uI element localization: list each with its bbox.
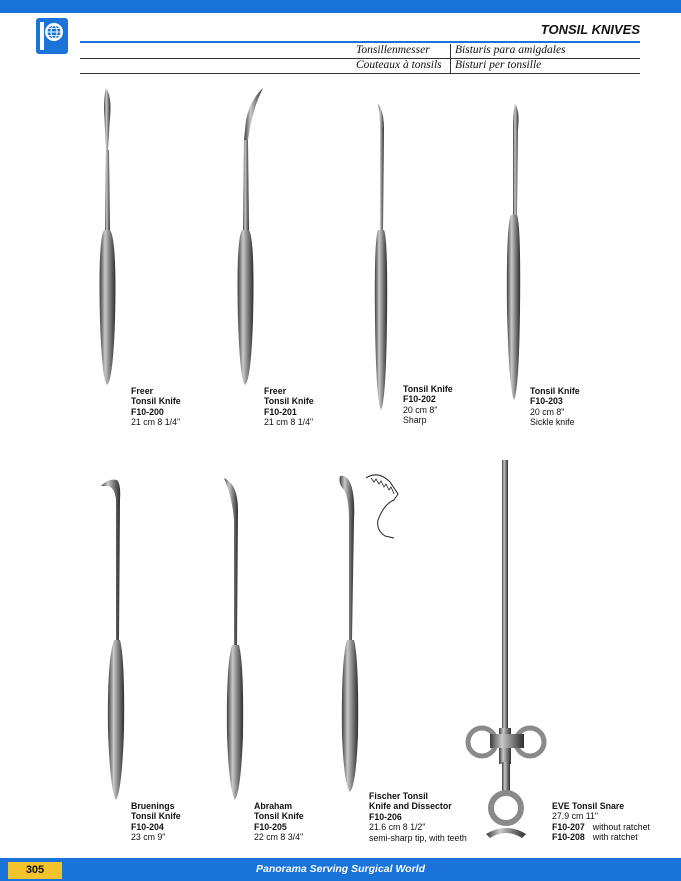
product-name-line: Tonsil Knife xyxy=(530,386,580,396)
product-size: 21.6 cm 8 1/2" xyxy=(369,822,426,833)
product-code: F10-208 xyxy=(552,832,585,843)
product-caption-f10-202 xyxy=(403,384,453,426)
snare-f10-207-image xyxy=(468,460,544,838)
knife-f10-202-image xyxy=(375,104,387,410)
knife-f10-201-image xyxy=(238,88,264,385)
product-size: 27.9 cm 11" xyxy=(552,811,598,822)
product-name-line: Tonsil Knife xyxy=(264,396,314,407)
product-name-line: Abraham xyxy=(254,801,293,811)
product-name-line: Knife and Dissector xyxy=(369,801,452,812)
product-caption-f10-204 xyxy=(131,801,181,843)
product-name-line: Tonsil Knife xyxy=(131,396,181,407)
product-name-line: Bruenings xyxy=(131,801,175,811)
product-code: F10-201 xyxy=(264,406,297,417)
product-code: F10-206 xyxy=(369,811,402,822)
product-caption-f10-205 xyxy=(254,801,304,843)
product-name-line: Freer xyxy=(131,386,154,396)
title-italian: Bisturi per tonsille xyxy=(455,59,542,71)
variant-desc: with ratchet xyxy=(592,832,638,843)
product-code: F10-207 xyxy=(552,821,585,832)
knife-f10-205-image xyxy=(224,478,243,800)
product-size: 23 cm 9" xyxy=(131,832,166,843)
product-code: F10-205 xyxy=(254,821,287,832)
product-code: F10-204 xyxy=(131,821,164,832)
product-name-line: Fischer Tonsil xyxy=(369,791,428,801)
product-caption-f10-203 xyxy=(530,386,580,428)
product-note: Sharp xyxy=(403,415,427,426)
title-german: Tonsillenmesser xyxy=(356,44,430,56)
title-spanish: Bisturis para amigdales xyxy=(455,44,566,56)
product-name-line: Tonsil Knife xyxy=(131,811,181,822)
product-code: F10-200 xyxy=(131,406,164,417)
knife-f10-206-image xyxy=(340,475,399,792)
product-note: Sickle knife xyxy=(530,417,575,428)
knife-f10-204-image xyxy=(101,480,124,800)
product-name-line: Freer xyxy=(264,386,287,396)
product-name-line: Tonsil Knife xyxy=(254,811,304,822)
knife-f10-203-image xyxy=(507,104,520,400)
product-caption-f10-207 xyxy=(552,801,650,843)
title-french: Couteaux à tonsils xyxy=(356,59,442,71)
product-size: 21 cm 8 1/4" xyxy=(131,417,181,428)
product-size: 21 cm 8 1/4" xyxy=(264,417,314,428)
page-number: 305 xyxy=(8,862,62,879)
product-size: 20 cm 8" xyxy=(403,404,438,415)
product-caption-f10-206 xyxy=(369,791,467,843)
product-caption-f10-200 xyxy=(131,386,181,428)
footer-tagline: Panorama Serving Surgical World xyxy=(255,863,426,875)
knife-f10-200-image xyxy=(100,88,116,385)
product-code: F10-203 xyxy=(530,396,563,407)
product-name-line: Tonsil Knife xyxy=(403,384,453,394)
product-code: F10-202 xyxy=(403,394,436,405)
page-title: TONSIL KNIVES xyxy=(540,22,640,37)
product-note: semi-sharp tip, with teeth xyxy=(369,832,467,843)
product-size: 22 cm 8 3/4" xyxy=(254,832,304,843)
product-caption-f10-201 xyxy=(264,386,314,428)
product-size: 20 cm 8" xyxy=(530,406,565,417)
product-name-line: EVE Tonsil Snare xyxy=(552,801,625,811)
variant-desc: without ratchet xyxy=(592,821,650,832)
